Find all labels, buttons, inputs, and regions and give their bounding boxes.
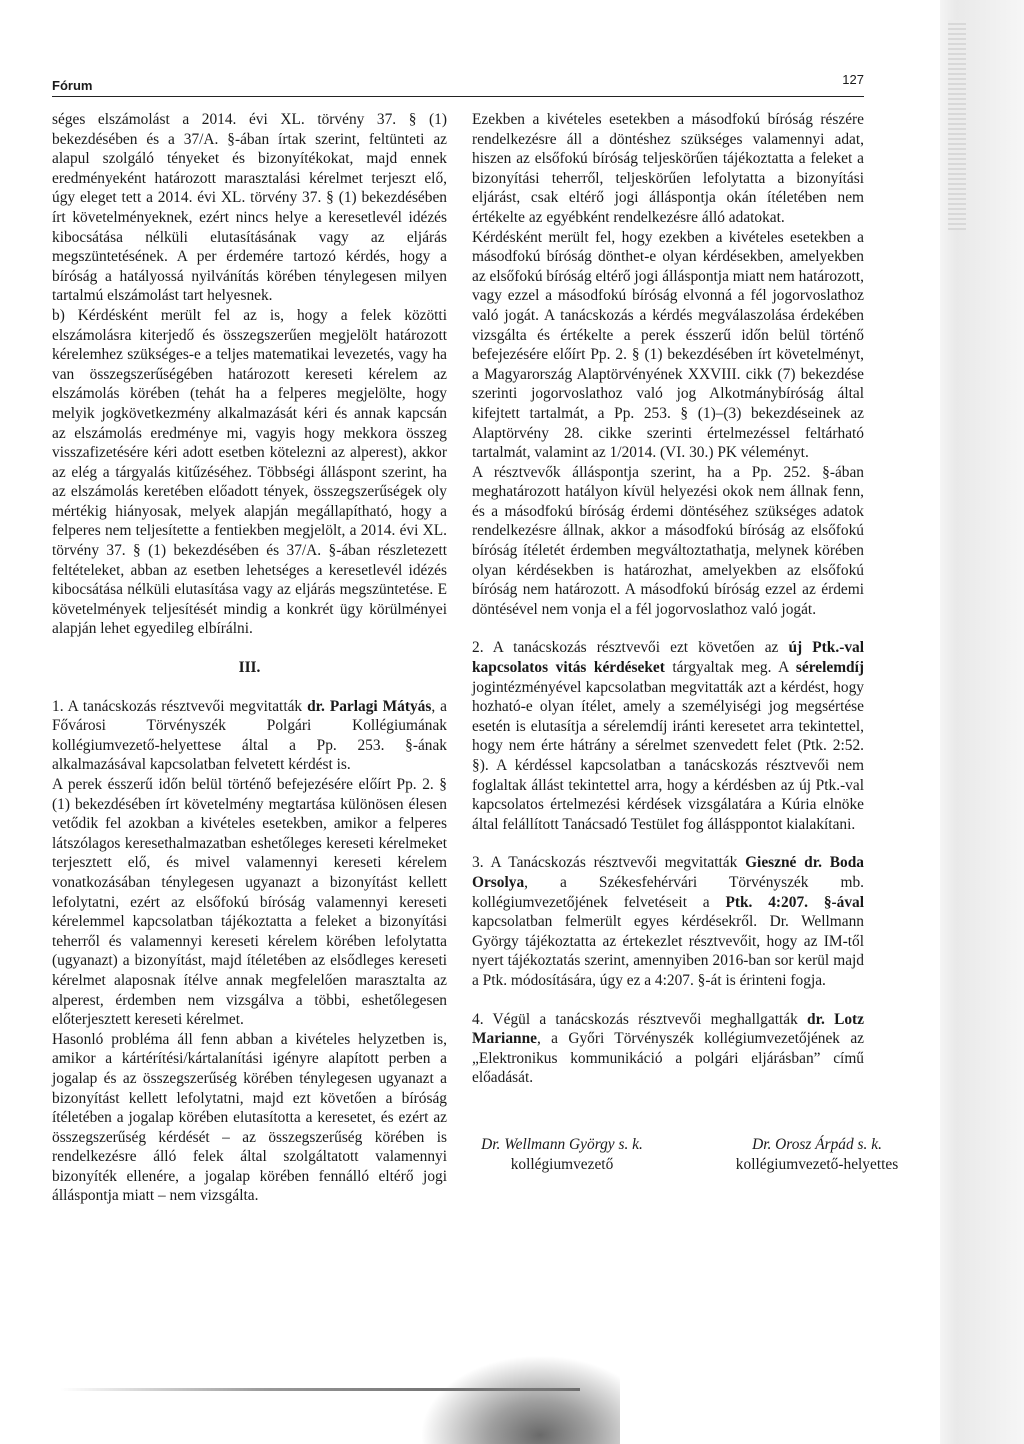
text-run: , a Székesfehérvári Törvényszék mb. kollégiumvezetőjének felvetéseit a [472,873,864,911]
signature-role: kollégiumvezető [510,1155,614,1173]
bold-name: Gieszné dr. Boda Orsolya [472,854,864,891]
paragraph: Kérdésként merült fel, hogy ezekben a kivételes esetekben a másodfokú bíróság dönthet-e olyan kérdésekben, amelyekben az elsőfokú bíróság eltérő jogi álláspontja miatt nem határozott, vagy ezzel a másodfokú bíróság elvonná a fél jogorvoslathoz való jogát. A tanácskozás a kérdés megválaszolása érdekében vizsgálta és értékelte a perek ésszerű időn belül történő befejezésére előírt Pp. 2. § (1) bekezdésében írt követelményt, a Magyarország Alaptörvényének XXVIII. cikk (7) bekezdése szerinti jogorvoslathoz való jog Alkotmánybíróság által kifejtett tartalmát, a Pp. 253. § (1)–(3) bekezdéseinek az Alaptörvény 28. cikke szerinti értelmezéssel feltárható tartalmát, valamint az 1/2014. (VI. 30.) PK véleményt. [472,228,864,462]
page-number: 127 [842,72,864,87]
text-run: 2. A tanácskozás résztvevői ezt követően az [472,639,789,657]
bold-name: dr. Lotz Marianne [472,1010,865,1048]
paragraph: b) Kérdésként merült fel az is, hogy a felek közötti elszámolásra kiterjedő és összegszerűen megjelölt határozott kérelemhez szükséges-e a teljes matematikai levezetés, vagy ha van összegszerűségében határozott kereseti kérelem az elszámolás körében (tehát ha a felperes megjelölte, hogy melyik jogkövetkezmény alkalmazását kéri és annak kapcsán az elszámolás eredménye mi, vagyis hogy mekkora összeg visszafizetésére kéri adott esetben kötelezni az alperest), akkor az elég a tárgyalás kitűzéséhez. Többségi álláspont szerint, ha az elszámolás keretében előadott tények, összegszerűségek oly mértékig hiányosak, melyek alapján megállapítható, hogy a felperes nem teljesítette a fentiekben megjelölt, a 2014. évi XL. törvény 37. § (1) bekezdésében és 37/A. §-ában részletezett feltételeket, abban az esetben lehetséges a keresetlevél idézés kibocsátása nélküli elutasítása vagy az eljárás megszüntetése. E követelmények teljesítését mindig a konkrét ügy körülményei alapján lehet egyedileg elbírálni. [52,306,447,638]
paragraph: Ezekben a kivételes esetekben a másodfokú bíróság részére rendelkezésre áll a döntéshez szükséges valamennyi adat, hiszen az elsőfokú bíróság teljeskörűen tájékoztatta a feleket a bizonyítási teherről, teljeskörűen lefolytatta a bizonyítási eljárást, csak eltérő jogi álláspontja okán ítéletében nem értékelte az egyébként rendelkezésre álló adatokat. [472,111,864,226]
paragraph-item-3 [472,853,864,990]
signature-role: kollégiumvezető-helyettes [735,1155,899,1173]
text-run: tárgyaltak meg. A [664,659,796,677]
text-run: 1. A tanácskozás résztvevői megvitatták [52,697,308,715]
section-heading: III. [238,659,261,677]
paragraph-item-1 [52,697,447,775]
text-run: 3. A Tanácskozás résztvevői megvitatták [472,854,746,872]
bold-phrase: sérelemdíj [795,659,864,677]
bold-name: dr. Parlagi Mátyás [307,697,432,715]
paragraph-item-4 [472,1010,864,1088]
signature-name: Dr. Wellmann György s. k. [481,1136,643,1153]
scan-artifact-shadow [420,1355,620,1444]
paragraph: A perek ésszerű időn belül történő befejezésére előírt Pp. 2. § (1) bekezdésében írt követelmény megtartása különösen élesen vetődik fel azokban a kivételes esetekben, amikor a felperes látszólagos keresethalmazatban eshetőleges kereseti kérelmeket terjesztett elő, és mivel valamennyi kereseti kérelem vonatkozásában ténylegesen ugyanazt a bizonyítást kellett lefolytatni, ezért az elsőfokú bíróság valamennyi kereseti kérelemmel kapcsolatban tájékoztatta a feleket a bizonyítási teherről és valamennyi kereseti kérelem körében lefolytatta (ugyanazt) a bizonyítást, majd ítéletében az elsődleges kereseti kérelmet alaposnak ítélve annak megfelelően marasztalta az alperest, érdemben nem vizsgálva a többi, eshetőlegesen előterjesztett kereseti kérelmet. [52,776,447,1029]
scan-speckle [948,20,966,230]
right-column [472,110,864,1088]
header-rule [52,96,864,97]
paragraph: Hasonló probléma áll fenn abban a kivételes helyzetben is, amikor a kártérítési/kártalanítási igényre alapított perben a jogalap és az összegszerűség körében ténylegesen ugyanazt a bizonyítást kellett lefolytatni, majd ezt követően a bíróság ítéletében a jogalap körében elutasította a keresetet, és ezért az összegszerűség kérdését – az összegszerűség körében is rendelkezésre álló felek által szolgáltatott valamennyi bizonyíték ellenére, a jogalap körében fennálló eltérő jogi álláspontja miatt – nem vizsgálta. [52,1030,447,1205]
paragraph: séges elszámolást a 2014. évi XL. törvény 37. § (1) bekezdésében és a 37/A. §-ában írtak szerint, feltünteti az alapul szolgáló tényeket és bizonyítékokat, majd ennek eredményeként határozott marasztalási kérelmet terjeszt elő, úgy eleget tett a 2014. évi XL. törvény 37. § (1) bekezdésében írt követelményeknek, ezért nincs helye a keresetlevél idézés kibocsátása nélküli elutasításának vagy az eljárás megszüntetésének. A per érdemére tartozó kérdés, hogy a bíróság a hatályossá nyilvánítás körében ténylegesen milyen tartalmú elszámolást tart helyesnek. [52,111,447,305]
signature-name: Dr. Orosz Árpád s. k. [752,1136,882,1153]
text-run: kapcsolatban felmerült egyes kérdésekről. Dr. Wellmann György tájékoztatta az értekezlet résztvevőit, hogy az IM-től nyert tájékoztatás szerint, amennyiben 2016-ban sor kerül majd a Ptk. módosítására, úgy ez a 4:207. §-át is érinteni fogja. [472,913,864,989]
left-column [52,110,447,1206]
text-run: , a Fővárosi Törvényszék Polgári Kollégiumának kollégiumvezető-helyettese által a Pp. 253. §-ának alkalmazásával kapcsolatban felvetett kérdést is. [52,697,447,774]
paragraph: A résztvevők álláspontja szerint, ha a Pp. 252. §-ában meghatározott hatályon kívül helyezési okok nem állnak fenn, és a másodfokú bíróság érdemi döntéséhez szükséges adatok rendelkezésre állnak, akkor a másodfokú bíróság az elsőfokú bíróság ítéletét érdemben megváltoztathatja, melynek körében olyan kérdésekben is határozhat, amelyekben az elsőfokú bíróság nem határozott. A másodfokú bíróság ezzel az érdemi döntésével nem vonja el a fél jogorvoslathoz való jogát. [472,463,864,618]
page-header [52,72,864,96]
signature-block [472,1135,652,1174]
text-run: jogintézményével kapcsolatban megvitatták azt a kérdést, hogy hozható-e olyan ítélet, amely a személyiségi jog megsértése esetén is elutasítja a sérelemdíj iránti keresetet arra tekintettel, hogy nem érte hátrány a sérelmet szenvedett felet (Ptk. 2:52. §). A kérdéssel kapcsolatban a tanácskozás résztvevői nem foglaltak állást tekintettel arra, hogy a kérdésben az új Ptk.-val kapcsolatos értelmezési kérdések vizsgálatára a Kúria elnöke által felállított Tanácsadó Testület fog állásppontot kialakítani. [472,678,864,833]
text-run: 4. Végül a tanácskozás résztvevői meghallgatták [472,1010,808,1028]
bold-phrase: új Ptk.-val kapcsolatos vitás kérdéseket [472,639,864,677]
running-title: Fórum [52,78,93,93]
bold-phrase: Ptk. 4:207. §-ával [725,893,864,911]
paragraph-item-2 [472,638,864,834]
signature-block [702,1135,932,1174]
text-run: , a Győri Törvényszék kollégiumvezetőjének az „Elektronikus kommunikáció a polgári eljárásban” című előadását. [472,1030,864,1087]
